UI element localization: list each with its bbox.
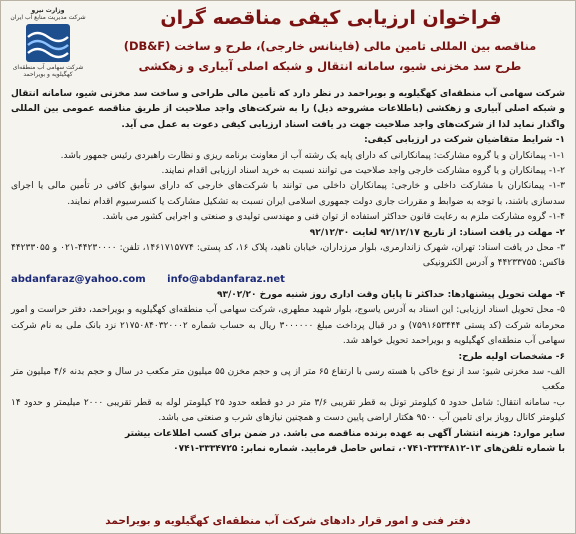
notice-title: فراخوان ارزیابی کیفی مناقصه گران — [160, 7, 502, 29]
notice-subtitle-project: طرح سد مخزنی شیو، سامانه انتقال و شبکه اصلی آبیاری و زهکشی — [138, 59, 522, 73]
email-line — [11, 272, 565, 288]
logo-company-text: شرکت مدیریت منابع آب ایران — [10, 14, 86, 21]
section-3-address: ۳- محل در یافت اسناد: تهران، شهرک زاندارمری، بلوار مرزداران، خیابان ناهید، پلاک ۱۶، کد پستی: ۱۴۶۱۷۱۵۷۷۴، تلفن: ۴۴۲۳۰۰۰۰-۰۲۱ و ۴۴۲۳۳۰۵۵ فاکس: ۴۴۲۳۳۷۵۵ و آدرس الکترونیکی — [11, 243, 566, 269]
section-6-transfer: ب- سامانه انتقال: شامل حدود ۵ کیلومتر تونل به قطر تقریبی ۳/۶ متر در دو قطعه حدود ۲۵ کیلومتر لوله به قطر تقریبی ۲۰۰۰ میلیمتر و حدود ۱۴ کیلومتر کانال روباز برای تامین آب ۹۵۰۰ هکتار اراضی پایین دست و همچنین نیازهای شرب و صنعتی می باشد. — [11, 397, 565, 424]
water-wave-icon — [25, 23, 71, 63]
intro-paragraph: شرکت سهامی آب منطقه‌ای کهگیلویه و بویراحمد در نظر دارد که تأمین مالی طراحی و ساخت سد مخزنی شیو، سامانه انتقال و شبکه اصلی آبیاری و زهکشی (باطلاعات مشروحه ذیل) را به شرکت‌های واجد صلاحیت از طریق مناقصه عمومی بین المللی واگذار نماید لذا از شرکت‌های واجد صلاحیت جهت در یافت اسناد ارزیابی کیفی دعوت به عمل می آید. — [11, 89, 565, 130]
section-5-delivery: ۵- محل تحویل اسناد ارزیابی: این اسناد به آدرس یاسوج، بلوار شهید مطهری، شرکت سهامی آب منطقه‌ای کهگیلویه و بویراحمد، دفتر حراست و امور محرمانه شرکت (کد پستی ۷۵۹۱۶۵۳۴۴۴) و در قبال پرداخت مبلغ ۳۰۰۰۰۰۰ ریال به حساب شماره ۲۱۷۵۰۸۴۰۳۲۰۰۰۲ نزد بانک ملی به نام شرکت سهامی آب منطقه‌ای کهگیلویه و بویراحمد تحویل خواهد شد. — [11, 305, 565, 347]
organization-logo — [9, 7, 87, 81]
logo-regional-text: شرکت سهامی آب منطقه‌ای کهگیلویه و بویراحمد — [12, 64, 84, 78]
footer-office: دفتر فنی و امور قرار دادهای شرکت آب منطقه‌ای کهگیلویه و بویراحمد — [105, 515, 471, 527]
section-1-4: ۱-۴- گروه مشارکت ملزم به رعایت قانون حداکثر استفاده از توان فنی و مهندسی تولیدی و صنعتی و اجرایی کشور می باشد. — [102, 212, 565, 223]
email-yahoo[interactable]: abdanfaraz@yahoo.com — [11, 273, 146, 285]
section-1-1: ۱-۱- پیمانکاران و یا گروه مشارکت: پیمانکارانی که دارای پایه یک رشته آب از معاونت برنامه ریزی و نظارت راهبردی رئیس جمهور باشد. — [60, 150, 565, 161]
contact-phones: با شماره تلفن‌های ۱۳-۳۳۳۴۸۱۲-۰۷۴۱، تماس حاصل فرمایید. شماره نمابر: ۳۳۳۴۷۲۵-۰۷۴۱ — [173, 443, 565, 454]
section-6-dam: الف- سد مخزنی شیو: سد از نوع خاکی با هسته رسی با ارتفاع ۶۵ متر از پی و حجم مخزن ۵۵ میلیون متر مکعب در سال و حجم بدنه ۴/۶ میلیون متر مکعب — [11, 366, 566, 393]
section-1-3: ۱-۳- پیمانکاران با مشارکت داخلی و خارجی: پیمانکاران داخلی می توانند با شرکت‌های خارجی که دارای سوابق کافی در تأمین مالی یا اجرای سدسازی باشند، با توجه به ضوابط و مقررات جاری دولت جمهوری اسلامی ایران نسبت به تشکیل مشارکت یا کنسرسیوم اقدام نمایند. — [11, 181, 565, 207]
section-1-title: ۱- شرایط متقاضیان شرکت در ارزیابی کیفی: — [364, 135, 565, 146]
notice-body — [11, 87, 565, 457]
logo-ministry-text: وزارت نیرو — [31, 7, 65, 14]
section-1-2: ۱-۲- پیمانکاران و یا گروه مشارکت خارجی واجد صلاحیت می توانند نسبت به خرید اسناد ارزیابی اقدام نمایند. — [161, 166, 565, 177]
section-4-submission-deadline: ۴- مهلت تحویل پیشنهادها: حداکثر تا پایان وقت اداری روز شنبه مورخ ۹۳/۰۲/۲۰ — [216, 289, 565, 300]
notice-subtitle-tender: مناقصه بین المللی تامین مالی (فاینانس خارجی)، طرح و ساخت (DB&F) — [123, 39, 537, 53]
section-6-title: ۶- مشخصات اولیه طرح: — [458, 351, 565, 362]
misc-notes: سایر موارد: هزینه انتشار آگهی به عهده برنده مناقصه می باشد. در ضمن برای کسب اطلاعات بیشتر — [125, 428, 565, 439]
email-info[interactable]: info@abdanfaraz.net — [167, 273, 285, 285]
section-2-deadline: ۲- مهلت در یافت اسناد: از تاریخ ۹۲/۱۲/۱۷ لغایت ۹۲/۱۲/۳۰ — [309, 227, 565, 238]
